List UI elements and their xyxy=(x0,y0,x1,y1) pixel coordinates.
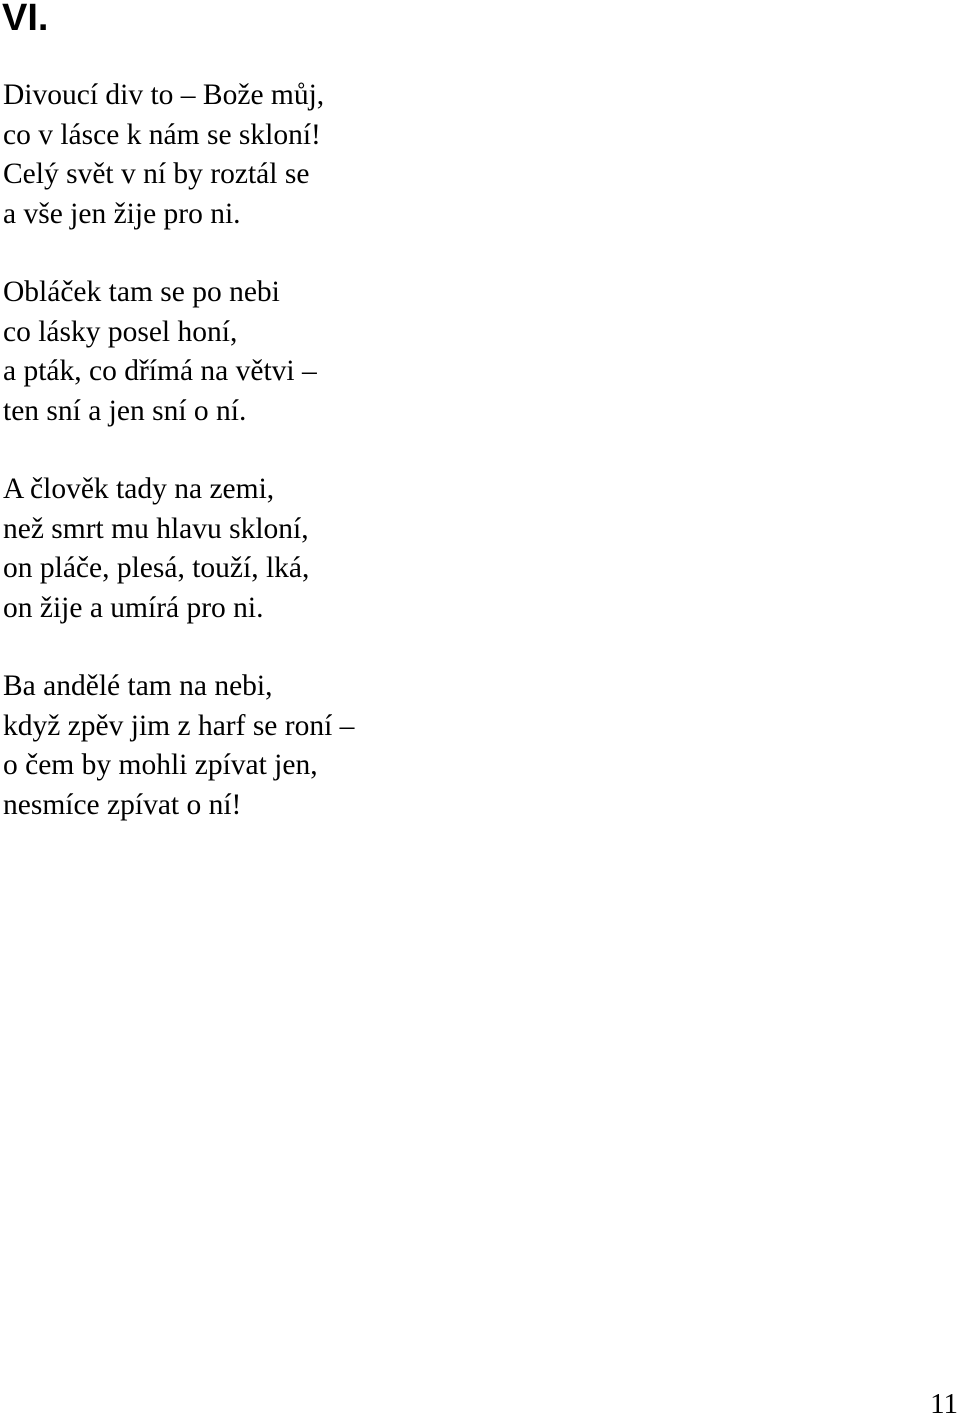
poem-line: Divoucí div to – Bože můj, xyxy=(3,79,325,111)
poem-line: Ba andělé tam na nebi, xyxy=(3,670,273,702)
poem-line: o čem by mohli zpívat jen, xyxy=(3,749,318,781)
poem-line: co v lásce k nám se skloní! xyxy=(3,118,321,151)
poem-line: A člověk tady na zemi, xyxy=(3,473,275,505)
poem-line: a vše jen žije pro ni. xyxy=(3,197,241,230)
poem-line: co lásky posel honí, xyxy=(3,315,238,348)
poem-title: VI. xyxy=(2,0,49,39)
poem-line: on pláče, plesá, touží, lká, xyxy=(3,552,310,584)
poem-line: on žije a umírá pro ni. xyxy=(3,591,264,624)
stanza-4 xyxy=(3,667,903,825)
poem-line: Obláček tam se po nebi xyxy=(3,276,280,308)
stanza-3 xyxy=(3,470,903,628)
poem-line: ten sní a jen sní o ní. xyxy=(3,394,247,427)
stanza-1 xyxy=(3,76,903,234)
stanza-2 xyxy=(3,273,903,431)
poem-line: Celý svět v ní by roztál se xyxy=(3,158,310,190)
poem-line: a pták, co dřímá na větvi – xyxy=(3,355,317,387)
poem-body xyxy=(3,76,903,864)
poem-line: když zpěv jim z harf se roní – xyxy=(3,709,355,742)
poem-line: nesmíce zpívat o ní! xyxy=(3,788,242,821)
poem-line: než smrt mu hlavu skloní, xyxy=(3,512,309,545)
page-number: 11 xyxy=(930,1388,958,1420)
